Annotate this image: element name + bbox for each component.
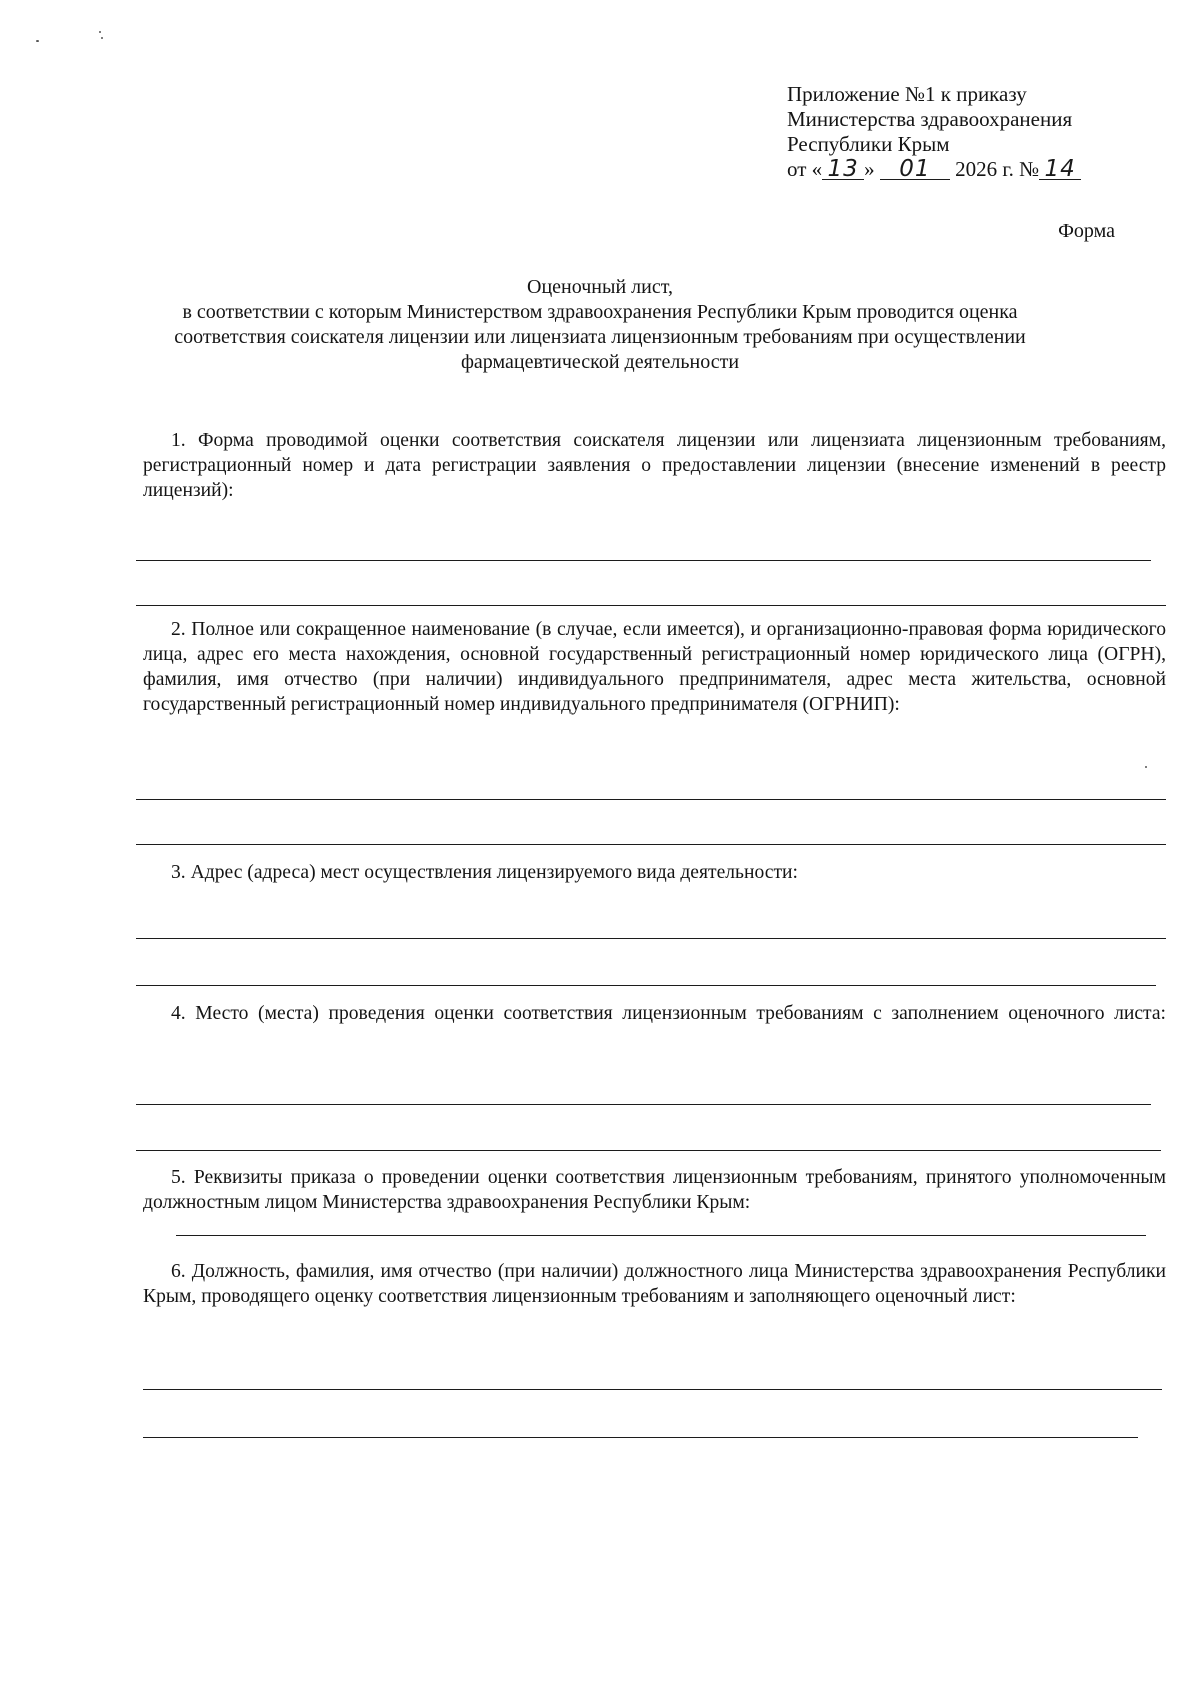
appendix-line-1: Приложение №1 к приказу	[787, 82, 1027, 106]
form-item-4: 4. Место (места) проведения оценки соответствия лицензионным требованиям с заполнением оценочного листа:	[171, 1003, 1166, 1024]
form-item-2: 2. Полное или сокращенное наименование (в случае, если имеется), и организационно-правовая форма юридического лица, адрес его места нахождения, основной государственный регистрационный номер юридического лица (ОГРН), фамилия, имя отчество (при наличии) индивидуального предпринимателя, адрес места жительства, основной государственный регистрационный номер индивидуального предпринимателя (ОГРНИП):	[143, 619, 1166, 715]
title-line-3: соответствия соискателя лицензии или лицензиата лицензионным требованиям при осуществлении	[174, 326, 1026, 348]
order-year: 2026 г. №	[955, 157, 1040, 181]
fill-line[interactable]	[136, 605, 1166, 606]
fill-line[interactable]	[143, 1389, 1162, 1390]
fill-line[interactable]	[136, 1104, 1151, 1105]
document-title	[140, 275, 1060, 375]
fill-line[interactable]	[176, 1235, 1146, 1236]
scan-speck	[36, 40, 39, 42]
fill-line[interactable]	[136, 799, 1166, 800]
form-item-5: 5. Реквизиты приказа о проведении оценки соответствия лицензионным требованиям, принятого уполномоченным должностным лицом Министерства здравоохранения Республики Крым:	[143, 1167, 1166, 1213]
scan-speck	[101, 37, 103, 39]
appendix-block	[787, 82, 1127, 182]
scan-speck	[1145, 766, 1147, 768]
fill-line[interactable]	[136, 938, 1166, 939]
appendix-line-3: Республики Крым	[787, 132, 950, 156]
form-item-3: 3. Адрес (адреса) мест осуществления лицензируемого вида деятельности:	[171, 862, 798, 883]
fill-line[interactable]	[136, 560, 1151, 561]
form-label: Форма	[1058, 220, 1115, 242]
order-reference	[787, 157, 1127, 182]
fill-line[interactable]	[136, 1150, 1161, 1151]
title-line-2: в соответствии с которым Министерством здравоохранения Республики Крым проводится оценка	[182, 301, 1018, 323]
title-line-1: Оценочный лист,	[527, 276, 673, 298]
order-mid: »	[864, 157, 875, 181]
title-line-4: фармацевтической деятельности	[460, 351, 740, 373]
appendix-line-2: Министерства здравоохранения	[787, 107, 1073, 131]
form-item-1: 1. Форма проводимой оценки соответствия соискателя лицензии или лицензиата лицензионным требованиям, регистрационный номер и дата регистрации заявления о предоставлении лицензии (внесение изменений в реестр лицензий):	[143, 430, 1166, 501]
fill-line[interactable]	[143, 1437, 1138, 1438]
fill-line[interactable]	[136, 985, 1156, 986]
scan-speck	[99, 31, 101, 33]
form-item-6: 6. Должность, фамилия, имя отчество (при наличии) должностного лица Министерства здравоохранения Республики Крым, проводящего оценку соответствия лицензионным требованиям и заполняющего оценочный лист:	[143, 1261, 1166, 1307]
order-prefix: от «	[787, 157, 823, 181]
order-month: 01	[880, 159, 950, 180]
order-number: 14	[1039, 159, 1081, 180]
order-day: 13	[822, 159, 864, 180]
fill-line[interactable]	[136, 844, 1166, 845]
